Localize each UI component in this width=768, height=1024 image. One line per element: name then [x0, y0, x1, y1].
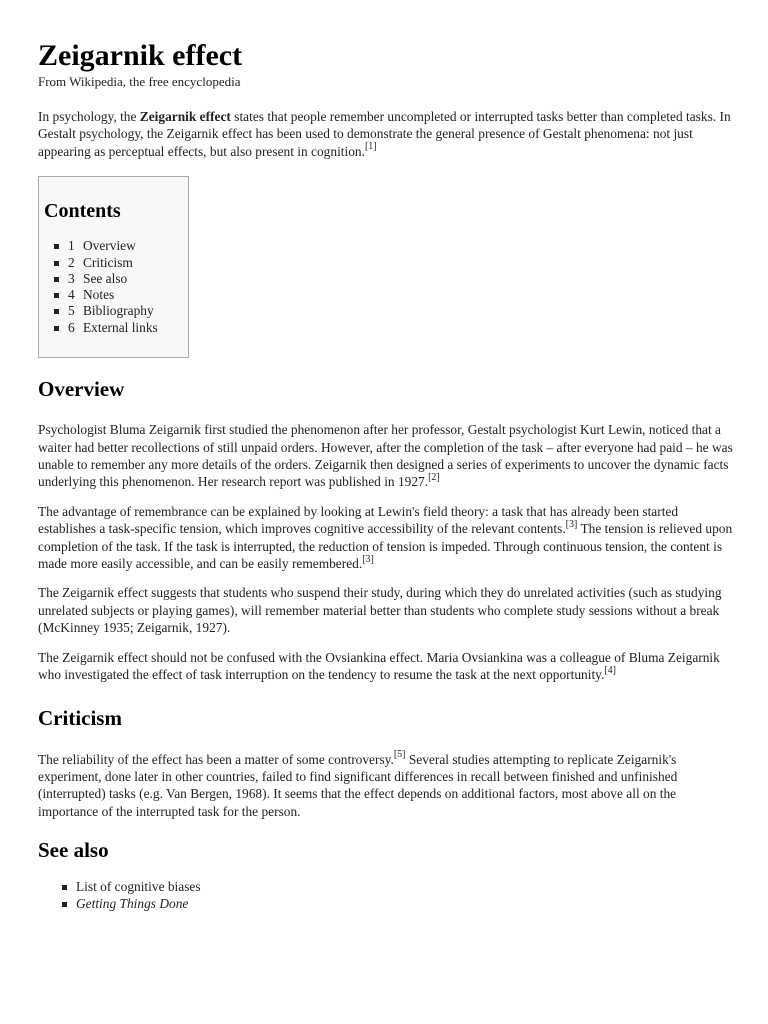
lead-term: Zeigarnik effect: [139, 109, 231, 124]
section-heading-overview: Overview: [38, 377, 125, 402]
citation-link[interactable]: [5]: [393, 749, 406, 761]
toc-label: Bibliography: [83, 303, 154, 319]
paragraph-text: The tension is relieved upon completion of the task. If the task is interrupted, the reduction of tension is impeded. Through continuous tension, the content is made more easily accessible, and can be easily remembered.: [38, 521, 733, 572]
toc-item-see-also[interactable]: [68, 271, 188, 287]
site-tagline: From Wikipedia, the free encyclopedia: [38, 74, 241, 89]
toc-number: 6: [68, 319, 75, 335]
toc-label: Criticism: [83, 254, 133, 270]
paragraph-text: Psychologist Bluma Zeigarnik first studied the phenomenon after her professor, Gestalt psychologist Kurt Lewin, noticed that a waiter had better recollections of still unpaid orders. However, after the completion of the task – after everyone had paid – he was unable to remember any more details of the orders. Zeigarnik then designed a series of experiments to uncover the dynamic facts underlying this phenomenon. Her research report was published in 1927.: [38, 422, 733, 490]
citation-link[interactable]: [4]: [604, 664, 617, 676]
toc-list: [44, 238, 188, 336]
toc-number: 5: [68, 303, 75, 319]
overview-paragraph-3: The Zeigarnik effect suggests that students who suspend their study, during which they do unrelated activities (such as studying unrelated subjects or playing games), will remember material better than students who complete study sessions without a break (McKinney 1935; Zeigarnik, 1927).: [38, 585, 722, 636]
toc-label: Overview: [83, 238, 136, 254]
citation-link[interactable]: [3]: [362, 553, 374, 565]
toc-item-criticism[interactable]: [68, 255, 188, 271]
page-title: Zeigarnik effect: [38, 39, 243, 72]
citation-link[interactable]: [2]: [428, 471, 440, 483]
paragraph-text: Several studies attempting to replicate Zeigarnik's experiment, done later in other countries, failed to find significant differences in recall between finished and unfinished (interrupted) tasks (e.g. Van Bergen, 1968). It seems that the effect depends on additional factors, most above all on the importance of the interrupted task for the person.: [38, 751, 678, 819]
toc-label: See also: [83, 270, 128, 286]
overview-paragraph-2: [38, 503, 738, 573]
article: [38, 38, 738, 913]
toc-number: 1: [68, 238, 75, 254]
toc-number: 2: [68, 254, 75, 270]
see-also-list: [38, 879, 738, 913]
paragraph-text: The Zeigarnik effect should not be confused with the Ovsiankina effect. Maria Ovsiankina was a colleague of Bluma Zeigarnik who investigated the effect of task interruption on the tendency to resume the task at the next opportunity.: [38, 649, 720, 683]
section-heading-see-also: See also: [38, 838, 109, 863]
toc-number: 4: [68, 287, 75, 303]
toc-item-external-links[interactable]: [68, 320, 188, 336]
overview-paragraph-1: [38, 421, 738, 491]
section-heading-criticism: Criticism: [38, 705, 122, 730]
lead-text-pre: In psychology, the: [38, 109, 140, 124]
toc-title: Contents: [44, 200, 121, 223]
citation-link[interactable]: [1]: [364, 141, 377, 153]
criticism-paragraph: [38, 751, 738, 821]
toc-item-bibliography[interactable]: [68, 303, 188, 319]
toc-label: Notes: [83, 287, 115, 303]
lead-text-post: states that people remember uncompleted or interrupted tasks better than completed tasks. In Gestalt psychology, the Zeigarnik effect has been used to demonstrate the general presence of Gestalt phenomena: not just appearing as perceptual effects, but also present in cognition.: [38, 109, 731, 159]
citation-link[interactable]: [3]: [565, 518, 578, 530]
toc-label: External links: [83, 319, 158, 335]
lead-paragraph: [38, 108, 738, 160]
table-of-contents: [38, 176, 189, 358]
see-also-link-cognitive-biases[interactable]: List of cognitive biases: [76, 879, 738, 896]
toc-item-notes[interactable]: [68, 287, 188, 303]
paragraph-text: The advantage of remembrance can be explained by looking at Lewin's field theory: a task that has already been started establishes a task-specific tension, which improves cognitive accessibility of the relevant contents.: [38, 503, 679, 537]
toc-item-overview[interactable]: [68, 238, 188, 254]
see-also-link-getting-things-done[interactable]: Getting Things Done: [76, 896, 738, 913]
overview-paragraph-4: [38, 649, 738, 684]
toc-number: 3: [68, 270, 75, 286]
paragraph-text: The reliability of the effect has been a matter of some controversy.: [38, 751, 394, 767]
